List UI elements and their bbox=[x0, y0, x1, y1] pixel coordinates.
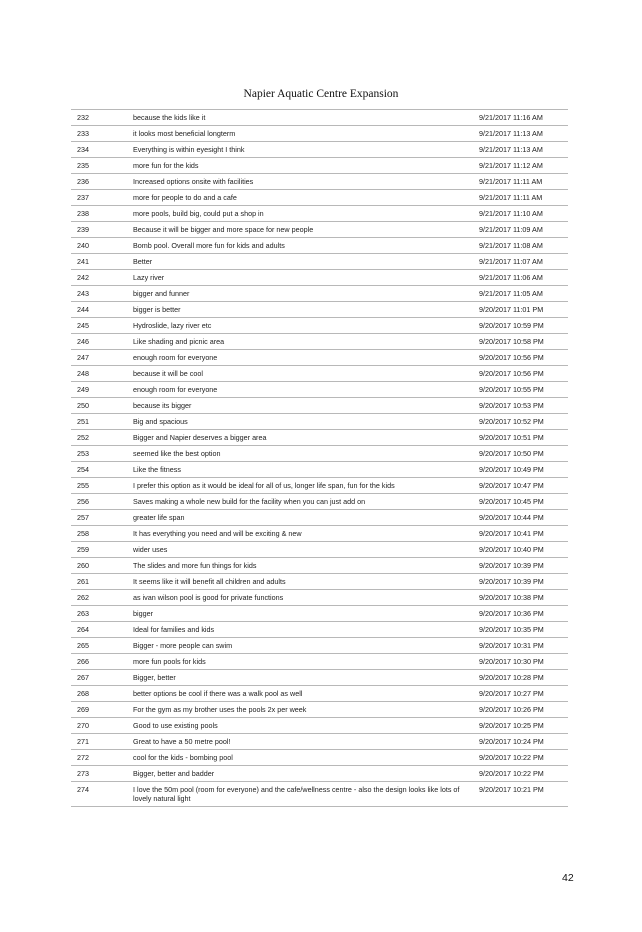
table-row bbox=[71, 190, 568, 206]
response-date: 9/21/2017 11:05 AM bbox=[475, 286, 568, 302]
row-number: 242 bbox=[71, 270, 129, 286]
response-date: 9/20/2017 10:28 PM bbox=[475, 670, 568, 686]
response-text: more pools, build big, could put a shop in bbox=[129, 206, 475, 222]
response-date: 9/20/2017 10:35 PM bbox=[475, 622, 568, 638]
row-number: 232 bbox=[71, 110, 129, 126]
response-date: 9/20/2017 10:49 PM bbox=[475, 462, 568, 478]
table-row bbox=[71, 542, 568, 558]
response-text: Increased options onsite with facilities bbox=[129, 174, 475, 190]
table-row bbox=[71, 334, 568, 350]
response-text: For the gym as my brother uses the pools 2x per week bbox=[129, 702, 475, 718]
row-number: 266 bbox=[71, 654, 129, 670]
response-date: 9/20/2017 10:27 PM bbox=[475, 686, 568, 702]
row-number: 272 bbox=[71, 750, 129, 766]
row-number: 239 bbox=[71, 222, 129, 238]
row-number: 247 bbox=[71, 350, 129, 366]
response-text: It seems like it will benefit all children and adults bbox=[129, 574, 475, 590]
response-date: 9/20/2017 10:22 PM bbox=[475, 766, 568, 782]
row-number: 264 bbox=[71, 622, 129, 638]
response-text: because the kids like it bbox=[129, 110, 475, 126]
table-row bbox=[71, 782, 568, 807]
row-number: 254 bbox=[71, 462, 129, 478]
row-number: 248 bbox=[71, 366, 129, 382]
table-row bbox=[71, 110, 568, 126]
table-row bbox=[71, 238, 568, 254]
response-date: 9/20/2017 10:24 PM bbox=[475, 734, 568, 750]
row-number: 267 bbox=[71, 670, 129, 686]
response-date: 9/21/2017 11:08 AM bbox=[475, 238, 568, 254]
table-row bbox=[71, 638, 568, 654]
response-text: as ivan wilson pool is good for private functions bbox=[129, 590, 475, 606]
row-number: 271 bbox=[71, 734, 129, 750]
response-text: Lazy river bbox=[129, 270, 475, 286]
table-row bbox=[71, 142, 568, 158]
response-date: 9/20/2017 10:26 PM bbox=[475, 702, 568, 718]
table-row bbox=[71, 478, 568, 494]
response-text: because it will be cool bbox=[129, 366, 475, 382]
table-row bbox=[71, 350, 568, 366]
table-row bbox=[71, 622, 568, 638]
response-date: 9/20/2017 10:40 PM bbox=[475, 542, 568, 558]
table-row bbox=[71, 270, 568, 286]
row-number: 237 bbox=[71, 190, 129, 206]
table-row bbox=[71, 430, 568, 446]
response-text: more for people to do and a cafe bbox=[129, 190, 475, 206]
table-row bbox=[71, 686, 568, 702]
response-date: 9/20/2017 10:36 PM bbox=[475, 606, 568, 622]
table-row bbox=[71, 174, 568, 190]
row-number: 259 bbox=[71, 542, 129, 558]
response-text: cool for the kids - bombing pool bbox=[129, 750, 475, 766]
row-number: 233 bbox=[71, 126, 129, 142]
table-row bbox=[71, 670, 568, 686]
responses-table bbox=[71, 109, 568, 807]
table-row bbox=[71, 494, 568, 510]
response-date: 9/21/2017 11:13 AM bbox=[475, 142, 568, 158]
response-date: 9/20/2017 10:51 PM bbox=[475, 430, 568, 446]
response-text: better options be cool if there was a walk pool as well bbox=[129, 686, 475, 702]
response-date: 9/20/2017 11:01 PM bbox=[475, 302, 568, 318]
response-date: 9/20/2017 10:59 PM bbox=[475, 318, 568, 334]
row-number: 261 bbox=[71, 574, 129, 590]
response-date: 9/21/2017 11:10 AM bbox=[475, 206, 568, 222]
row-number: 274 bbox=[71, 782, 129, 807]
response-date: 9/20/2017 10:56 PM bbox=[475, 366, 568, 382]
table-row bbox=[71, 206, 568, 222]
response-text: enough room for everyone bbox=[129, 382, 475, 398]
row-number: 249 bbox=[71, 382, 129, 398]
table-row bbox=[71, 606, 568, 622]
response-date: 9/20/2017 10:52 PM bbox=[475, 414, 568, 430]
response-date: 9/20/2017 10:53 PM bbox=[475, 398, 568, 414]
response-date: 9/20/2017 10:44 PM bbox=[475, 510, 568, 526]
response-date: 9/21/2017 11:13 AM bbox=[475, 126, 568, 142]
response-date: 9/21/2017 11:11 AM bbox=[475, 174, 568, 190]
response-text: Great to have a 50 metre pool! bbox=[129, 734, 475, 750]
row-number: 263 bbox=[71, 606, 129, 622]
response-date: 9/20/2017 10:55 PM bbox=[475, 382, 568, 398]
row-number: 260 bbox=[71, 558, 129, 574]
row-number: 250 bbox=[71, 398, 129, 414]
table-row bbox=[71, 398, 568, 414]
response-text: wider uses bbox=[129, 542, 475, 558]
row-number: 273 bbox=[71, 766, 129, 782]
table-row bbox=[71, 286, 568, 302]
response-text: Big and spacious bbox=[129, 414, 475, 430]
page-number: 42 bbox=[562, 872, 574, 884]
table-row bbox=[71, 462, 568, 478]
response-text: Good to use existing pools bbox=[129, 718, 475, 734]
response-text: It has everything you need and will be exciting & new bbox=[129, 526, 475, 542]
response-date: 9/21/2017 11:11 AM bbox=[475, 190, 568, 206]
response-date: 9/20/2017 10:56 PM bbox=[475, 350, 568, 366]
row-number: 253 bbox=[71, 446, 129, 462]
table-row bbox=[71, 558, 568, 574]
response-text: bigger and funner bbox=[129, 286, 475, 302]
row-number: 265 bbox=[71, 638, 129, 654]
response-date: 9/20/2017 10:22 PM bbox=[475, 750, 568, 766]
response-text: bigger bbox=[129, 606, 475, 622]
table-row bbox=[71, 526, 568, 542]
response-date: 9/20/2017 10:25 PM bbox=[475, 718, 568, 734]
row-number: 251 bbox=[71, 414, 129, 430]
table-row bbox=[71, 654, 568, 670]
response-date: 9/21/2017 11:16 AM bbox=[475, 110, 568, 126]
response-text: Hydroslide, lazy river etc bbox=[129, 318, 475, 334]
row-number: 234 bbox=[71, 142, 129, 158]
table-row bbox=[71, 254, 568, 270]
response-date: 9/20/2017 10:31 PM bbox=[475, 638, 568, 654]
table-row bbox=[71, 590, 568, 606]
table-row bbox=[71, 446, 568, 462]
response-text: Like shading and picnic area bbox=[129, 334, 475, 350]
response-date: 9/21/2017 11:09 AM bbox=[475, 222, 568, 238]
response-text: enough room for everyone bbox=[129, 350, 475, 366]
table-row bbox=[71, 158, 568, 174]
response-text: seemed like the best option bbox=[129, 446, 475, 462]
row-number: 241 bbox=[71, 254, 129, 270]
response-date: 9/20/2017 10:39 PM bbox=[475, 558, 568, 574]
table-row bbox=[71, 382, 568, 398]
response-text: bigger is better bbox=[129, 302, 475, 318]
response-text: Because it will be bigger and more space for new people bbox=[129, 222, 475, 238]
responses-table-body bbox=[71, 110, 568, 807]
response-text: Bigger, better and badder bbox=[129, 766, 475, 782]
row-number: 257 bbox=[71, 510, 129, 526]
row-number: 245 bbox=[71, 318, 129, 334]
response-text: Better bbox=[129, 254, 475, 270]
response-text: Bigger - more people can swim bbox=[129, 638, 475, 654]
row-number: 255 bbox=[71, 478, 129, 494]
response-date: 9/20/2017 10:58 PM bbox=[475, 334, 568, 350]
table-row bbox=[71, 750, 568, 766]
response-date: 9/20/2017 10:30 PM bbox=[475, 654, 568, 670]
row-number: 252 bbox=[71, 430, 129, 446]
row-number: 268 bbox=[71, 686, 129, 702]
response-text: Like the fitness bbox=[129, 462, 475, 478]
table-row bbox=[71, 718, 568, 734]
table-row bbox=[71, 414, 568, 430]
table-row bbox=[71, 302, 568, 318]
row-number: 258 bbox=[71, 526, 129, 542]
response-text: greater life span bbox=[129, 510, 475, 526]
row-number: 238 bbox=[71, 206, 129, 222]
row-number: 240 bbox=[71, 238, 129, 254]
row-number: 243 bbox=[71, 286, 129, 302]
response-date: 9/20/2017 10:21 PM bbox=[475, 782, 568, 807]
response-date: 9/20/2017 10:47 PM bbox=[475, 478, 568, 494]
row-number: 246 bbox=[71, 334, 129, 350]
response-text: it looks most beneficial longterm bbox=[129, 126, 475, 142]
table-row bbox=[71, 510, 568, 526]
row-number: 236 bbox=[71, 174, 129, 190]
row-number: 270 bbox=[71, 718, 129, 734]
response-date: 9/21/2017 11:07 AM bbox=[475, 254, 568, 270]
table-row bbox=[71, 766, 568, 782]
response-text: more fun pools for kids bbox=[129, 654, 475, 670]
row-number: 244 bbox=[71, 302, 129, 318]
response-text: Everything is within eyesight I think bbox=[129, 142, 475, 158]
row-number: 235 bbox=[71, 158, 129, 174]
table-row bbox=[71, 318, 568, 334]
table-row bbox=[71, 366, 568, 382]
response-date: 9/21/2017 11:12 AM bbox=[475, 158, 568, 174]
table-row bbox=[71, 574, 568, 590]
response-date: 9/20/2017 10:45 PM bbox=[475, 494, 568, 510]
response-date: 9/20/2017 10:41 PM bbox=[475, 526, 568, 542]
table-row bbox=[71, 126, 568, 142]
table-row bbox=[71, 222, 568, 238]
response-date: 9/20/2017 10:38 PM bbox=[475, 590, 568, 606]
response-text: Bomb pool. Overall more fun for kids and adults bbox=[129, 238, 475, 254]
row-number: 269 bbox=[71, 702, 129, 718]
response-text: I love the 50m pool (room for everyone) and the cafe/wellness centre - also the design looks like lots of lovely natural light bbox=[129, 782, 475, 807]
row-number: 256 bbox=[71, 494, 129, 510]
response-text: Ideal for families and kids bbox=[129, 622, 475, 638]
response-date: 9/20/2017 10:39 PM bbox=[475, 574, 568, 590]
table-row bbox=[71, 734, 568, 750]
response-text: Saves making a whole new build for the facility when you can just add on bbox=[129, 494, 475, 510]
response-text: because its bigger bbox=[129, 398, 475, 414]
response-text: Bigger, better bbox=[129, 670, 475, 686]
response-text: more fun for the kids bbox=[129, 158, 475, 174]
response-text: The slides and more fun things for kids bbox=[129, 558, 475, 574]
page-title: Napier Aquatic Centre Expansion bbox=[243, 88, 399, 100]
table-row bbox=[71, 702, 568, 718]
response-text: I prefer this option as it would be ideal for all of us, longer life span, fun for the kids bbox=[129, 478, 475, 494]
response-date: 9/21/2017 11:06 AM bbox=[475, 270, 568, 286]
row-number: 262 bbox=[71, 590, 129, 606]
response-text: Bigger and Napier deserves a bigger area bbox=[129, 430, 475, 446]
response-date: 9/20/2017 10:50 PM bbox=[475, 446, 568, 462]
